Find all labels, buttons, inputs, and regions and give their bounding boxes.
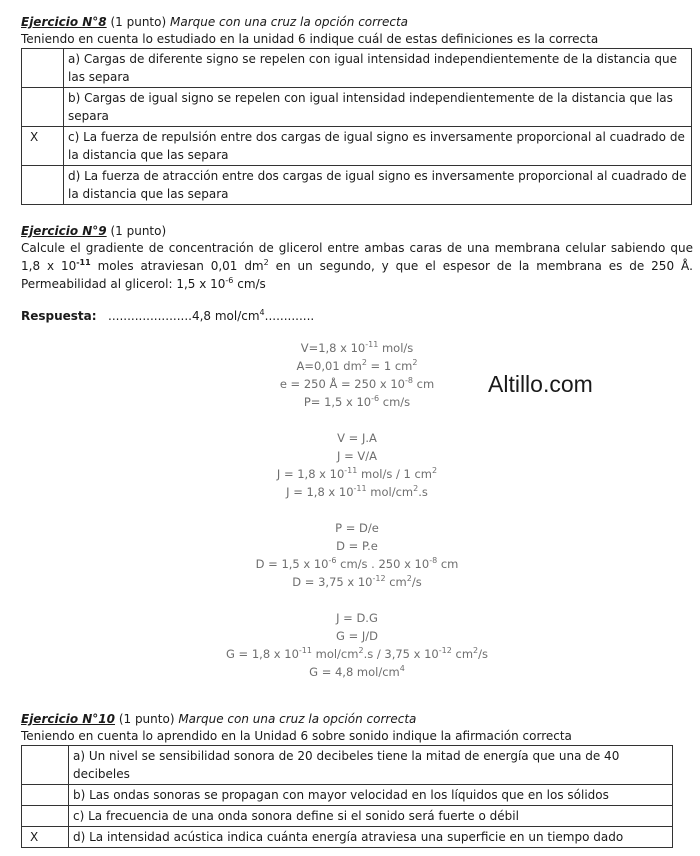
ex10-text-a: a) Un nivel se sensibilidad sonora de 20 decibeles tiene la mitad de energía que una de 40 decibeles (69, 746, 673, 785)
ex8-option-d (22, 166, 692, 205)
work-text: J = 1,8 x 10 (286, 485, 354, 499)
work-text: A=0,01 dm (296, 359, 362, 373)
ex10-label: Ejercicio N°10 (21, 712, 115, 726)
work-text: V=1,8 x 10 (300, 341, 366, 355)
exam-page (21, 14, 693, 848)
ex8-mark-b (22, 88, 64, 127)
ex10-option-c (22, 806, 673, 827)
work-text: mol/cm (311, 647, 359, 661)
work-text: cm (412, 377, 435, 391)
work-line (21, 519, 693, 537)
answer-dots: ...................... (108, 309, 192, 323)
ex8-points: (1 punto) (110, 15, 167, 29)
work-text: -12 (438, 646, 452, 656)
work-line (21, 429, 693, 447)
ex9-statement (21, 239, 693, 293)
ex9-points: (1 punto) (110, 224, 167, 238)
ex10-mark-c (22, 806, 69, 827)
ex10-text-d: d) La intensidad acústica indica cuánta energía atraviesa una superficie en un tiempo dado (69, 827, 673, 848)
ex8-label: Ejercicio N°8 (21, 15, 107, 29)
work-line (21, 339, 693, 357)
ex8-option-b (22, 88, 692, 127)
ex8-option-c (22, 127, 692, 166)
answer-value: 4,8 mol/cm (191, 309, 260, 323)
ex9-exponent: -11 (76, 258, 91, 267)
work-line (21, 663, 693, 681)
ex8-options-table (21, 48, 692, 205)
work-text: /s (478, 647, 488, 661)
work-text: mol/cm (366, 485, 414, 499)
ex8-text-c: c) La fuerza de repulsión entre dos cargas de igual signo es inversamente proporcional al cuadrado de la distancia que las separa (64, 127, 692, 166)
work-text: 2 (358, 646, 364, 656)
ex9-exponent: -6 (225, 276, 234, 285)
ex9-statement-part: Calcule el gradiente de concentración de glicerol entre ambas caras de una membrana celular sabiendo que 1,8 x 10 (21, 241, 693, 273)
work-text: mol/s / 1 cm (357, 467, 432, 481)
ex10-option-b (22, 785, 673, 806)
ex9-answer (21, 307, 693, 325)
work-text: .s / 3,75 x 10 (363, 647, 439, 661)
work-text: mol/s (378, 341, 414, 355)
ex8-mark-a (22, 49, 64, 88)
ex9-statement-part: en un segundo, y que el espesor de la membrana es de 250 Å. Permeabilidad al glicerol: 1,5 x 10 (21, 259, 693, 291)
answer-label: Respuesta: (21, 309, 97, 323)
answer-dots: ............. (264, 309, 315, 323)
ex9-statement-part: moles atraviesan 0,01 dm (90, 259, 264, 273)
ex10-option-d (22, 827, 673, 848)
ex8-statement: Teniendo en cuenta lo estudiado en la unidad 6 indique cuál de estas definiciones es la correcta (21, 32, 599, 46)
work-text: V = J.A (337, 431, 377, 445)
ex10-options-table (21, 745, 673, 848)
work-text: 2 (406, 574, 412, 584)
ex8-text-d: d) La fuerza de atracción entre dos cargas de igual signo es inversamente proporcional al cuadrado de la distancia que las separa (64, 166, 692, 205)
work-text: J = 1,8 x 10 (276, 467, 345, 481)
ex10-title (21, 711, 693, 727)
work-text: D = 1,5 x 10 (255, 557, 329, 571)
work-line (21, 609, 693, 627)
work-text: e = 250 Å = 250 x 10 (279, 377, 405, 391)
work-line (21, 555, 693, 573)
ex10-text-b: b) Las ondas sonoras se propagan con mayor velocidad en los líquidos que en los sólidos (69, 785, 673, 806)
work-text: G = J/D (336, 629, 378, 643)
work-text: cm (451, 647, 474, 661)
work-text: -11 (365, 340, 379, 350)
work-text: P = D/e (335, 521, 379, 535)
work-text: D = 3,75 x 10 (292, 575, 373, 589)
work-text: cm (437, 557, 459, 571)
ex9-title (21, 223, 693, 239)
ex10-instruction: Marque con una cruz la opción correcta (178, 712, 417, 726)
ex8-title (21, 14, 693, 30)
work-line (21, 627, 693, 645)
work-text: /s (411, 575, 422, 589)
work-text: G = 1,8 x 10 (225, 647, 299, 661)
ex9-exponent: 2 (263, 258, 269, 267)
work-text: -12 (372, 574, 386, 584)
ex10-mark-b (22, 785, 69, 806)
work-line (21, 537, 693, 555)
work-text: G = 4,8 mol/cm (309, 665, 400, 679)
ex10-mark-a (22, 746, 69, 785)
watermark: Altillo.com (488, 371, 593, 397)
work-line (21, 645, 693, 663)
work-text: 2 (473, 646, 479, 656)
ex8-option-a (22, 49, 692, 88)
answer-exponent: 4 (259, 308, 265, 317)
work-text: J = D.G (336, 611, 378, 625)
work-text: P= 1,5 x 10 (303, 395, 372, 409)
ex8-instruction: Marque con una cruz la opción correcta (169, 15, 409, 29)
work-text: 2 (432, 466, 438, 476)
work-text: -11 (353, 484, 367, 494)
work-text: = 1 cm (366, 359, 413, 373)
ex10-points: (1 punto) (118, 712, 175, 726)
ex10-mark-d: X (22, 827, 69, 848)
work-text: cm/s (379, 395, 411, 409)
work-text: D = P.e (336, 539, 378, 553)
work-text: -11 (344, 466, 358, 476)
work-text: 2 (412, 358, 418, 368)
work-text: 2 (413, 484, 419, 494)
work-line (21, 483, 693, 501)
work-text: cm/s . 250 x 10 (336, 557, 430, 571)
work-text: -8 (429, 556, 438, 566)
ex8-mark-c: X (22, 127, 64, 166)
ex9-statement-part: cm/s (233, 277, 266, 291)
ex10-statement: Teniendo en cuenta lo aprendido en la Unidad 6 sobre sonido indique la afirmación correcta (21, 729, 572, 743)
work-text: .s (418, 485, 428, 499)
work-line (21, 573, 693, 591)
work-text: 2 (361, 358, 367, 368)
work-line (21, 447, 693, 465)
work-text: -8 (404, 376, 413, 386)
ex8-text-a: a) Cargas de diferente signo se repelen con igual intensidad independientemente de la distancia que las separa (64, 49, 692, 88)
work-text: -11 (298, 646, 312, 656)
work-text: -6 (328, 556, 337, 566)
work-text: J = V/A (337, 449, 377, 463)
work-text: 4 (399, 664, 405, 674)
ex10-option-a (22, 746, 673, 785)
work-text: -6 (371, 394, 380, 404)
ex8-text-b: b) Cargas de igual signo se repelen con igual intensidad independientemente de la distancia que las separa (64, 88, 692, 127)
ex10-text-c: c) La frecuencia de una onda sonora define si el sonido será fuerte o débil (69, 806, 673, 827)
work-text: cm (385, 575, 407, 589)
ex8-mark-d (22, 166, 64, 205)
ex9-label: Ejercicio N°9 (21, 224, 107, 238)
work-line (21, 465, 693, 483)
